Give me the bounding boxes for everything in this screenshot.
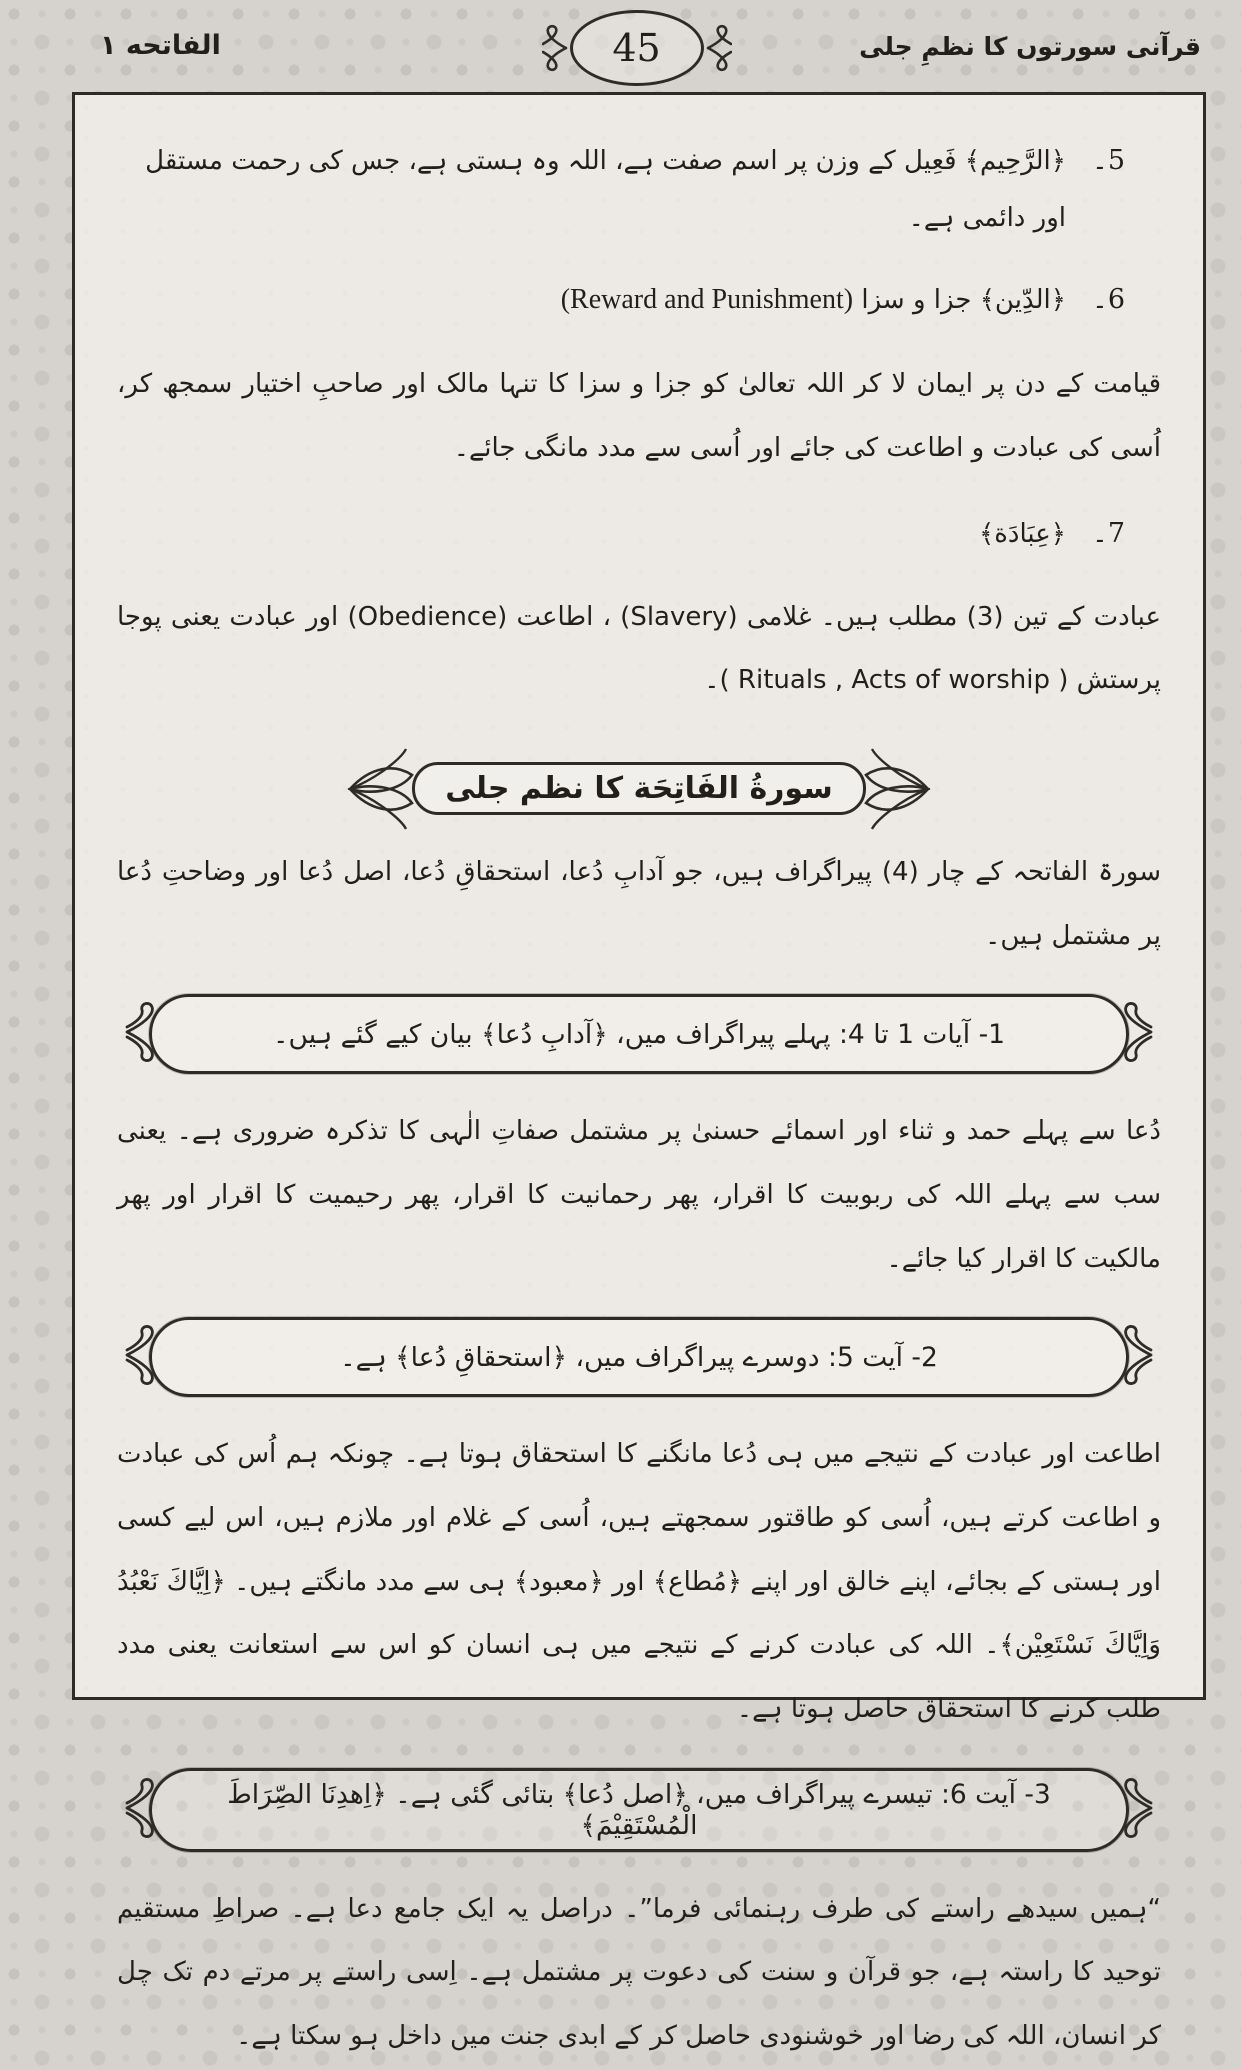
- scroll-ornament-icon: [1119, 1775, 1153, 1845]
- item-text-english: (Reward and Punishment): [560, 284, 854, 316]
- section-banner-text: 1- آیات 1 تا 4: پہلے پیراگراف میں، ﴿آدابِ دُعا﴾ بیان کیے گئے ہیں۔: [149, 994, 1129, 1074]
- page-header: [72, 10, 1201, 88]
- content-frame: [72, 92, 1206, 2052]
- fleuron-icon: [542, 22, 568, 74]
- leaf-spray-icon: [346, 747, 420, 831]
- item-number: 5۔: [1091, 145, 1125, 176]
- running-title: قرآنی سورتوں کا نظمِ جلی: [859, 32, 1201, 61]
- page-number-badge: [542, 10, 732, 86]
- definition-item-6: [117, 269, 1161, 331]
- surah-label: الفاتحه ۱: [100, 30, 221, 61]
- scroll-ornament-icon: [125, 1775, 159, 1845]
- paragraph-sirat-mustaqeem: “ہمیں سیدھے راستے کی طرف رہنمائی فرما”۔ دراصل یہ ایک جامع دعا ہے۔ صراطِ مستقیم توحید کا راستہ ہے، جو قرآن و سنت کی دعوت پر مشتمل ہے۔ اِسی راستے پر مرتے دم تک چل کر انسان، اللہ کی رضا اور خوشنودی حاصل کر کے ابدی جنت میں داخل ہو سکتا ہے۔: [117, 1893, 1161, 2052]
- scroll-ornament-icon: [125, 1322, 159, 1392]
- paragraph-adaab-dua: دُعا سے پہلے حمد و ثناء اور اسمائے حسنیٰ پر مشتمل صفاتِ الٰہی کا تذکرہ ضروری ہے۔ یعنی سب سے پہلے اللہ کی ربوبیت کا اقرار، پھر رحمانیت کا اقرار، پھر رحیمیت کا اقرار اور پھر مالکیت کا اقرار کیا جائے۔: [117, 1116, 1161, 1274]
- item-text-urdu: ﴿الدِّین﴾ جزا و سزا: [861, 285, 1066, 316]
- definition-item-5: [117, 133, 1161, 247]
- scroll-ornament-icon: [1119, 1322, 1153, 1392]
- paragraph-ibadat: عبادت کے تین (3) مطلب ہیں۔ غلامی (Slavery) ، اطاعت (Obedience) اور عبادت یعنی پوجا پرستش ( Rituals , Acts of worship )۔: [117, 601, 1161, 696]
- item-text: ﴿عِبَادَة﴾: [979, 519, 1066, 550]
- item-text: [561, 269, 1066, 331]
- section-banner-text: 2- آیت 5: دوسرے پیراگراف میں، ﴿استحقاقِ دُعا﴾ ہے۔: [149, 1317, 1129, 1397]
- chapter-title-banner: [354, 747, 924, 831]
- section-banner-1: [135, 994, 1143, 1074]
- scroll-ornament-icon: [125, 999, 159, 1069]
- item-text: ﴿الرَّحِیم﴾ فَعِیل کے وزن پر اسم صفت ہے، اللہ وہ ہستی ہے، جس کی رحمت مستقل اور دائمی ہے۔: [145, 146, 1066, 234]
- scroll-ornament-icon: [1119, 999, 1153, 1069]
- paragraph-qiyamat: قیامت کے دن پر ایمان لا کر اللہ تعالیٰ کو جزا و سزا کا تنہا مالک اور صاحبِ اختیار سمجھ کر، اُسی کی عبادت و اطاعت کی جائے اور اُسی سے مدد مانگی جائے۔: [117, 368, 1161, 463]
- fleuron-icon: [706, 22, 732, 74]
- paragraph-istihqaq-dua: اطاعت اور عبادت کے نتیجے میں ہی دُعا مانگنے کا استحقاق ہوتا ہے۔ چونکہ ہم اُس کی عبادت و اطاعت کرتے ہیں، اُسی کو طاقتور سمجھتے ہیں، اُسی کے غلام اور ملازم ہیں، اس لیے کسی اور ہستی کے بجائے، اپنے خالق اور اپنے ﴿مُطاع﴾ اور ﴿معبود﴾ ہی سے مدد مانگتے ہیں۔ ﴿اِیَّاكَ نَعْبُدُ وَاِیَّاكَ نَسْتَعِیْن﴾۔ اللہ کی عبادت کرنے کے نتیجے میں ہی انسان کو اس سے استعانت یعنی مدد طلب کرنے کا استحقاق حاصل ہوتا ہے۔: [117, 1439, 1161, 1725]
- item-number: 7۔: [1091, 518, 1125, 550]
- page-number: 45: [570, 10, 704, 86]
- section-banner-3: [135, 1768, 1143, 1852]
- paragraph-four-paragraphs: سورۃ الفاتحہ کے چار (4) پیراگراف ہیں، جو آدابِ دُعا، استحقاقِ دُعا، اصل دُعا اور وضاحتِ دُعا پر مشتمل ہیں۔: [117, 856, 1161, 951]
- section-banner-text: 3- آیت 6: تیسرے پیراگراف میں، ﴿اصل دُعا﴾ بتائی گئی ہے۔ ﴿اِهدِنَا الصِّرَاطَ الْمُسْتَقِیْمَ﴾: [149, 1768, 1129, 1852]
- section-banner-2: [135, 1317, 1143, 1397]
- definition-item-7: [117, 506, 1161, 563]
- chapter-title: سورةُ الفَاتِحَة کا نظم جلی: [412, 762, 866, 815]
- item-number: 6۔: [1091, 284, 1125, 316]
- leaf-spray-icon: [858, 747, 932, 831]
